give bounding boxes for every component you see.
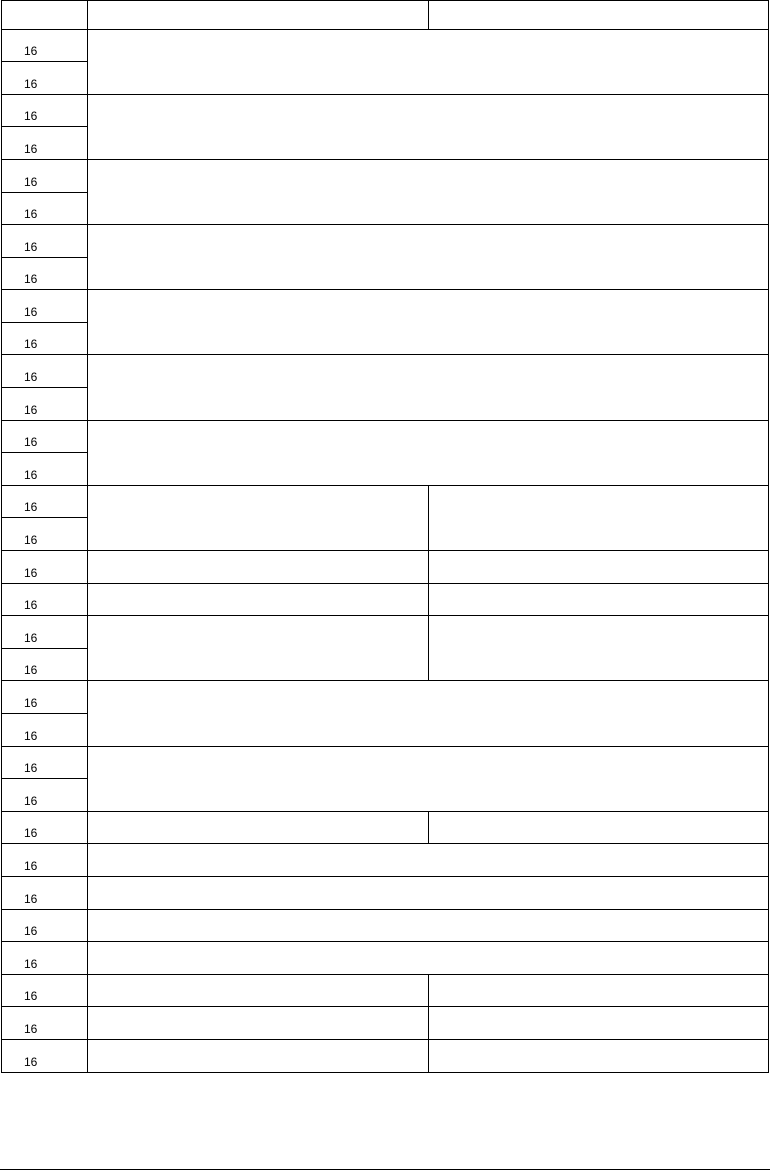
row-number: 16 [2, 322, 88, 355]
merged-cell [88, 355, 769, 420]
right-cell [429, 1039, 769, 1072]
merged-cell [88, 290, 769, 355]
row-number: 16 [2, 648, 88, 681]
table-row [2, 485, 769, 518]
left-cell [88, 583, 429, 616]
row-number: 16 [2, 159, 88, 192]
left-cell [88, 485, 429, 550]
table-row [2, 844, 769, 877]
row-number: 16 [2, 811, 88, 844]
wide-cell [88, 942, 769, 975]
merged-cell [88, 681, 769, 746]
right-cell [429, 974, 769, 1007]
row-number: 16 [2, 746, 88, 779]
left-cell [88, 974, 429, 1007]
row-number: 16 [2, 551, 88, 584]
wide-cell [88, 909, 769, 942]
row-number: 16 [2, 355, 88, 388]
table-row [2, 551, 769, 584]
merged-cell [88, 94, 769, 159]
form-table [1, 0, 769, 1073]
left-cell [88, 551, 429, 584]
row-number: 16 [2, 420, 88, 453]
row-number: 16 [2, 257, 88, 290]
row-number: 16 [2, 909, 88, 942]
row-number: 16 [2, 876, 88, 909]
row-number: 16 [2, 94, 88, 127]
table-row [2, 29, 769, 62]
merged-cell [88, 420, 769, 485]
left-cell [88, 811, 429, 844]
row-number: 16 [2, 225, 88, 258]
row-number: 16 [2, 714, 88, 747]
right-cell [429, 485, 769, 550]
table-row [2, 94, 769, 127]
row-number: 16 [2, 485, 88, 518]
header-cell [88, 1, 429, 30]
row-number: 16 [2, 974, 88, 1007]
merged-cell [88, 29, 769, 94]
right-cell [429, 551, 769, 584]
table-row [2, 583, 769, 616]
row-number: 16 [2, 192, 88, 225]
row-number: 16 [2, 942, 88, 975]
row-number: 16 [2, 29, 88, 62]
table-row [2, 420, 769, 453]
merged-cell [88, 159, 769, 224]
table-row [2, 616, 769, 649]
table-row [2, 746, 769, 779]
table-row [2, 1007, 769, 1040]
left-cell [88, 1039, 429, 1072]
row-number: 16 [2, 518, 88, 551]
row-number: 16 [2, 616, 88, 649]
merged-cell [88, 746, 769, 811]
table-row [2, 909, 769, 942]
table-header-row [2, 1, 769, 30]
row-number: 16 [2, 1007, 88, 1040]
table-row [2, 681, 769, 714]
right-cell [429, 811, 769, 844]
table-row [2, 290, 769, 323]
row-number: 16 [2, 583, 88, 616]
table-row [2, 942, 769, 975]
row-number: 16 [2, 844, 88, 877]
table-row [2, 225, 769, 258]
table-row [2, 159, 769, 192]
row-number: 16 [2, 1039, 88, 1072]
row-number: 16 [2, 127, 88, 160]
right-cell [429, 583, 769, 616]
row-number: 16 [2, 681, 88, 714]
row-number: 16 [2, 62, 88, 95]
row-number: 16 [2, 290, 88, 323]
right-cell [429, 1007, 769, 1040]
table-row [2, 355, 769, 388]
table-row [2, 876, 769, 909]
row-number: 16 [2, 779, 88, 812]
bottom-rule [0, 1169, 770, 1170]
left-cell [88, 1007, 429, 1040]
table-row [2, 1039, 769, 1072]
wide-cell [88, 876, 769, 909]
table-row [2, 974, 769, 1007]
merged-cell [88, 225, 769, 290]
right-cell [429, 616, 769, 681]
left-cell [88, 616, 429, 681]
table-row [2, 811, 769, 844]
header-cell [429, 1, 769, 30]
row-number: 16 [2, 453, 88, 486]
row-number: 16 [2, 388, 88, 421]
wide-cell [88, 844, 769, 877]
header-cell [2, 1, 88, 30]
